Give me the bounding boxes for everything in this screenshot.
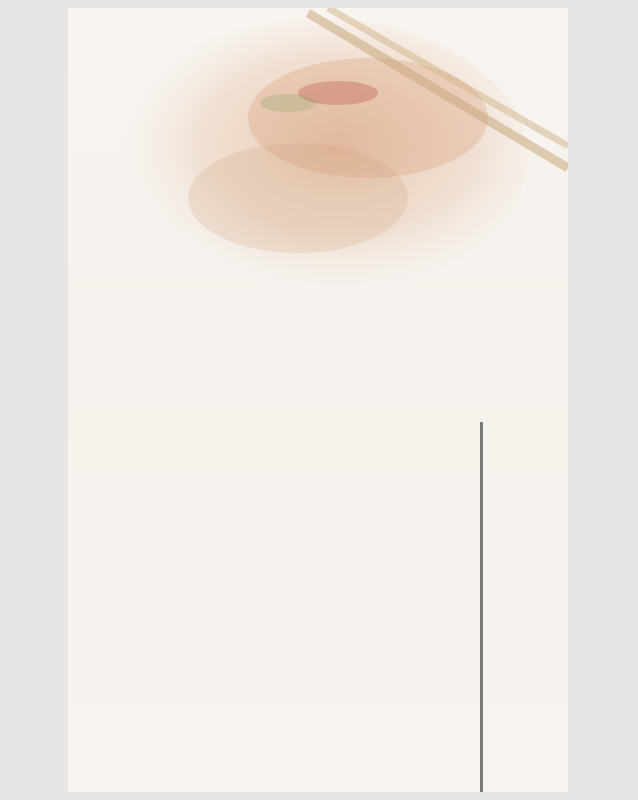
menu-page <box>68 8 568 792</box>
column-divider <box>480 422 483 792</box>
food-photo <box>68 8 568 308</box>
